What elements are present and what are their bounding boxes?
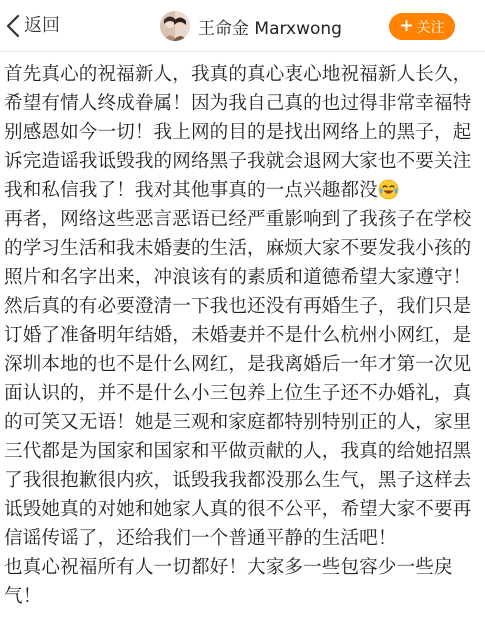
avatar[interactable]: [160, 11, 190, 41]
author-info[interactable]: [160, 10, 342, 42]
post-paragraph-2: 再者，网络这些恶言恶语已经严重影响到了我孩子在学校的学习生活和我未婚妻的生活，麻烦大家不要发我小孩的照片和名字出来，冲浪该有的素质和道德希望大家遵守！然后真的有必要澄清一下我也还没有再婚生子，我们只是订婚了准备明年结婚，未婚妻并不是什么杭州小网红，是深圳本地的也不是什么网红，是我离婚后一年才第一次见面认识的，并不是什么小三包养上位生子还不办婚礼，真的可笑又无语！她是三观和家庭都特别特别正的人，家里三代都是为国家和国家和平做贡献的人，我真的给她招黑了我很抱歉很内疚，诋毁我我都没那么生气，黑子这样去诋毁她真的对她和她家人真的很不公平，希望大家不要再信谣传谣了，还给我们一个普通平静的生活吧！: [4, 209, 472, 549]
username[interactable]: 王命金 Marxwong: [198, 18, 342, 39]
back-label: 返回: [24, 15, 60, 36]
chevron-left-icon: [6, 14, 20, 38]
top-navigation-bar: [0, 0, 485, 52]
follow-label: 关注: [416, 19, 445, 36]
post-text-1: 首先真心的祝福新人，我真的真心衷心地祝福新人长久，希望有情人终成眷属！因为我自己真的也过得非常幸福特别感恩如今一切！我上网的目的是找出网络上的黑子，起诉完造谣我诋毁我的网络黑子我就会退网大家也不要关注我和私信我了！我对其他事真的一点兴趣都没: [4, 64, 472, 201]
follow-button[interactable]: [389, 13, 455, 40]
back-button[interactable]: [6, 12, 60, 40]
post-content: [4, 60, 482, 611]
laugh-cry-emoji-icon: [378, 179, 399, 200]
plus-icon: +: [399, 16, 414, 36]
post-paragraph-1: [4, 60, 482, 205]
post-paragraph-3: 也真心祝福所有人一切都好！大家多一些包容少一些戾气！: [4, 557, 453, 607]
